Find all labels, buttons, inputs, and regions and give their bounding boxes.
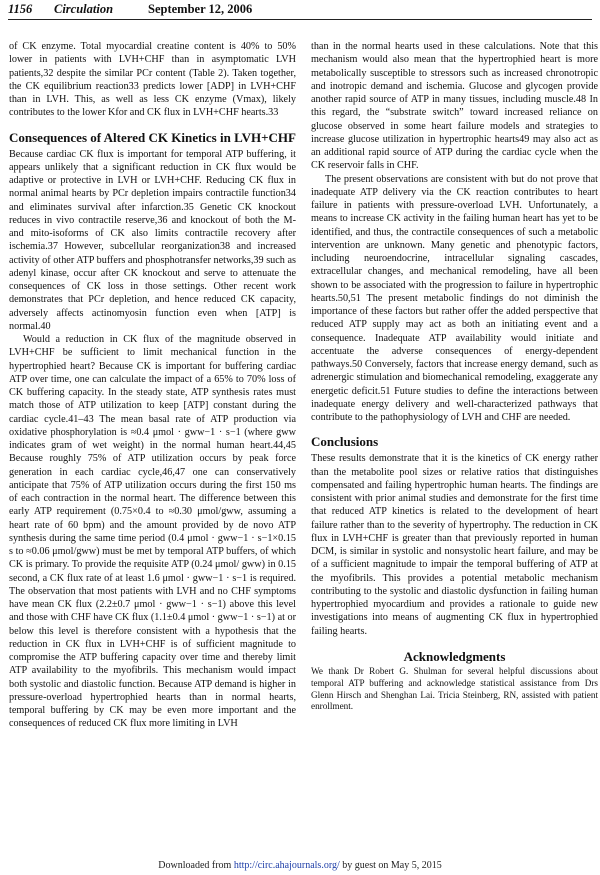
right-column bbox=[311, 40, 598, 713]
download-footer bbox=[0, 860, 600, 871]
paragraph-ck-calculation: Would a reduction in CK flux of the magnitude observed in LVH+CHF be sufficient to limit mechanical function in the hypertrophied heart? Because CK is important for buffering cardiac ATP over time, one can calculate the impact of a 65% to 70% loss of CK buffering capacity. In the steady state, ATP synthesis rates must match those of ATP utilization to keep [ATP] constant during the cardiac cycle.41–43 The mean basal rate of ATP production via oxidative phosphorylation is ≈0.4 μmol · gww−1 · s−1 (where gww indicates gram of wet weight) in the normal human heart.44,45 Because roughly 75% of ATP utilization occurs by peak force generation in each cardiac cycle,46,47 one can conservatively anticipate that 75% of ATP utilization occurs during the first 150 ms of each contraction in the normal heart. The difference between this early ATP requirement (0.75×0.4 to ≈0.30 μmol/gww, assuming a heart rate of 60 bpm) and the amount provided by de novo ATP synthesis during the same time period (0.4 μmol · gww−1 · s−1×0.15 s to ≈0.06 μmol/gww) must be met by temporal ATP buffers, of which CK is primary. To provide the requisite ATP (0.24 μmol/ gww) in 0.15 second, a CK flux rate of at least 1.6 μmol · gww−1 · s−1 is required. The observation that most patients with LVH and no CHF symptoms have mean CK flux (2.2±0.7 μmol · gww−1 · s−1) above this level and those with CHF have CK flux (1.1±0.4 μmol · gww−1 · s−1) at or below this level is therefore consistent with a hypothesis that the reduction in CK flux in LVH+CHF is of sufficient magnitude to compromise the ATP buffering capacity over time and thereby limit ATP availability to the myofibrils. This mechanism would impact both systolic and diastolic function. Because ATP demand is higher in pressure-overload hypertrophied hearts than in normal hearts, temporal buffering by CK may be even more important and the consequences of reduced CK flux more limiting in LVH bbox=[9, 334, 296, 730]
footer-suffix: by guest on May 5, 2015 bbox=[339, 860, 442, 871]
section-heading-consequences: Consequences of Altered CK Kinetics in LVH+CHF bbox=[9, 129, 296, 145]
running-header bbox=[8, 1, 592, 21]
section-heading-conclusions: Conclusions bbox=[311, 434, 379, 450]
paragraph-intro: of CK enzyme. Total myocardial creatine content is 40% to 50% lower in patients with LVH+CHF than in asymptomatic LVH patients,32 despite the similar PCr content (Table 2). Taken together, the CK equilibrium reaction33 predicts lower [ADP] in LVH+CHF than in LVH. This, as well as less CK enzyme (Vmax), likely contributes to the lower Kfor and CK flux in LVH+CHF hearts.33 bbox=[9, 41, 296, 119]
footer-prefix: Downloaded from bbox=[158, 860, 234, 871]
paragraph-conclusions: These results demonstrate that it is the kinetics of CK energy rather than the metabolite pool sizes or relative ratios that distinguishes compensated and failing hypertrophic human hearts. The findings are consistent with prior animal studies and demonstrate for the first time that reduced ATP kinetics is related to the development of heart failure rather than to the severity of hypertrophy. The reduction in CK flux in LVH+CHF is greater than that previously reported in human DCM, is similar in systolic and nonsystolic heart failure, and may be of a sufficient magnitude to impair the temporal buffering of ATP at the myofibrils. This provides a potential metabolic mechanism contributing to the systolic and diastolic dysfunction in failing human hypertrophied myocardium and provides a rationale to guide new investigations into means of augmenting CK flux in hypertrophied failing hearts. bbox=[311, 453, 598, 637]
issue-date: September 12, 2006 bbox=[148, 2, 253, 16]
header-rule bbox=[8, 19, 592, 20]
acknowledgments-text: We thank Dr Robert G. Shulman for several helpful discussions about temporal ATP buffering and acknowledge statistical assistance from Drs Glenn Hirsch and Shenghan Lai. Tricia Steinberg, RN, assisted with patient enrollment. bbox=[311, 666, 598, 712]
left-column bbox=[9, 40, 296, 731]
paragraph-present-observations: The present observations are consistent with but do not prove that inadequate ATP delivery via the CK reaction contributes to heart failure in patients with pressure-overload LVH. Unfortunately, a means to increase CK activity in the failing human heart has yet to be identified, and thus, the contractile consequences of such a metabolic intervention are unknown. Many genetic and phenotypic factors, including neuroendocrine, intracellular signaling cascades, extracellular changes, and mechanical remodeling, have all been shown to be associated with the progression to failure in hypertrophic hearts.50,51 The present metabolic findings do not diminish the importance of these factors but rather offer the added perspective that reduced ATP supply may act as both an initiating event and a consequence. Inadequate ATP availability would initiate and accentuate the adverse consequences of energy-dependent pathways.50 Conversely, factors that increase energy demand, such as adrenergic stimulation and biomechanical remodeling, exaggerate any energetic deficit.51 Future studies to define the interactions between inadequate energy delivery and well-characterized pathways that contribute to the pathophysiology of LVH and CHF are needed. bbox=[311, 173, 598, 423]
page-number: 1156 bbox=[8, 2, 33, 16]
journal-name: Circulation bbox=[54, 2, 114, 16]
paragraph-ck-buffering: Because cardiac CK flux is important for temporal ATP buffering, it appears unlikely that a significant reduction in CK flux would be adaptive or protective in LVH or LVH+CHF. Reducing CK flux in normal animal hearts by PCr depletion impairs contractile function34 and eliminates survival after infarction.35 Genetic CK knockout reduces in vivo contractile reserve,36 and knockout of both the M- and mito-isoforms of CK also limits contractile recovery after ischemia.37 However, subcellular reorganization38 and increased activity of other ATP buffers and phosphotransfer networks,39 such as adenyl kinase, occur after CK knockout and serve to attenuate the consequences of CK loss in those settings. Other recent work demonstrates that PCr depletion, and hence reduced CK capacity, adversely affects actinomyosin function even when [ATP] is normal.40 bbox=[9, 148, 296, 332]
paragraph-continuation: than in the normal hearts used in these calculations. Note that this mechanism would also mean that the hypertrophied heart is more metabolically susceptible to stressors such as increased chronotropic and inotropic demand and ischemia. Glucose and glycogen provide another rapid source of ATP in many tissues, including muscle.48 In this regard, the “substrate switch” toward increased reliance on glucose observed in some heart failure models and strategies to increase glucose utilization in hypertrophic hearts49 may also act as an additional rapid source of ATP during the cardiac cycle when the CK reservoir falls in CHF. bbox=[311, 41, 598, 172]
section-heading-acknowledgments: Acknowledgments bbox=[403, 648, 506, 664]
journal-link[interactable]: http://circ.ahajournals.org/ bbox=[233, 860, 340, 871]
